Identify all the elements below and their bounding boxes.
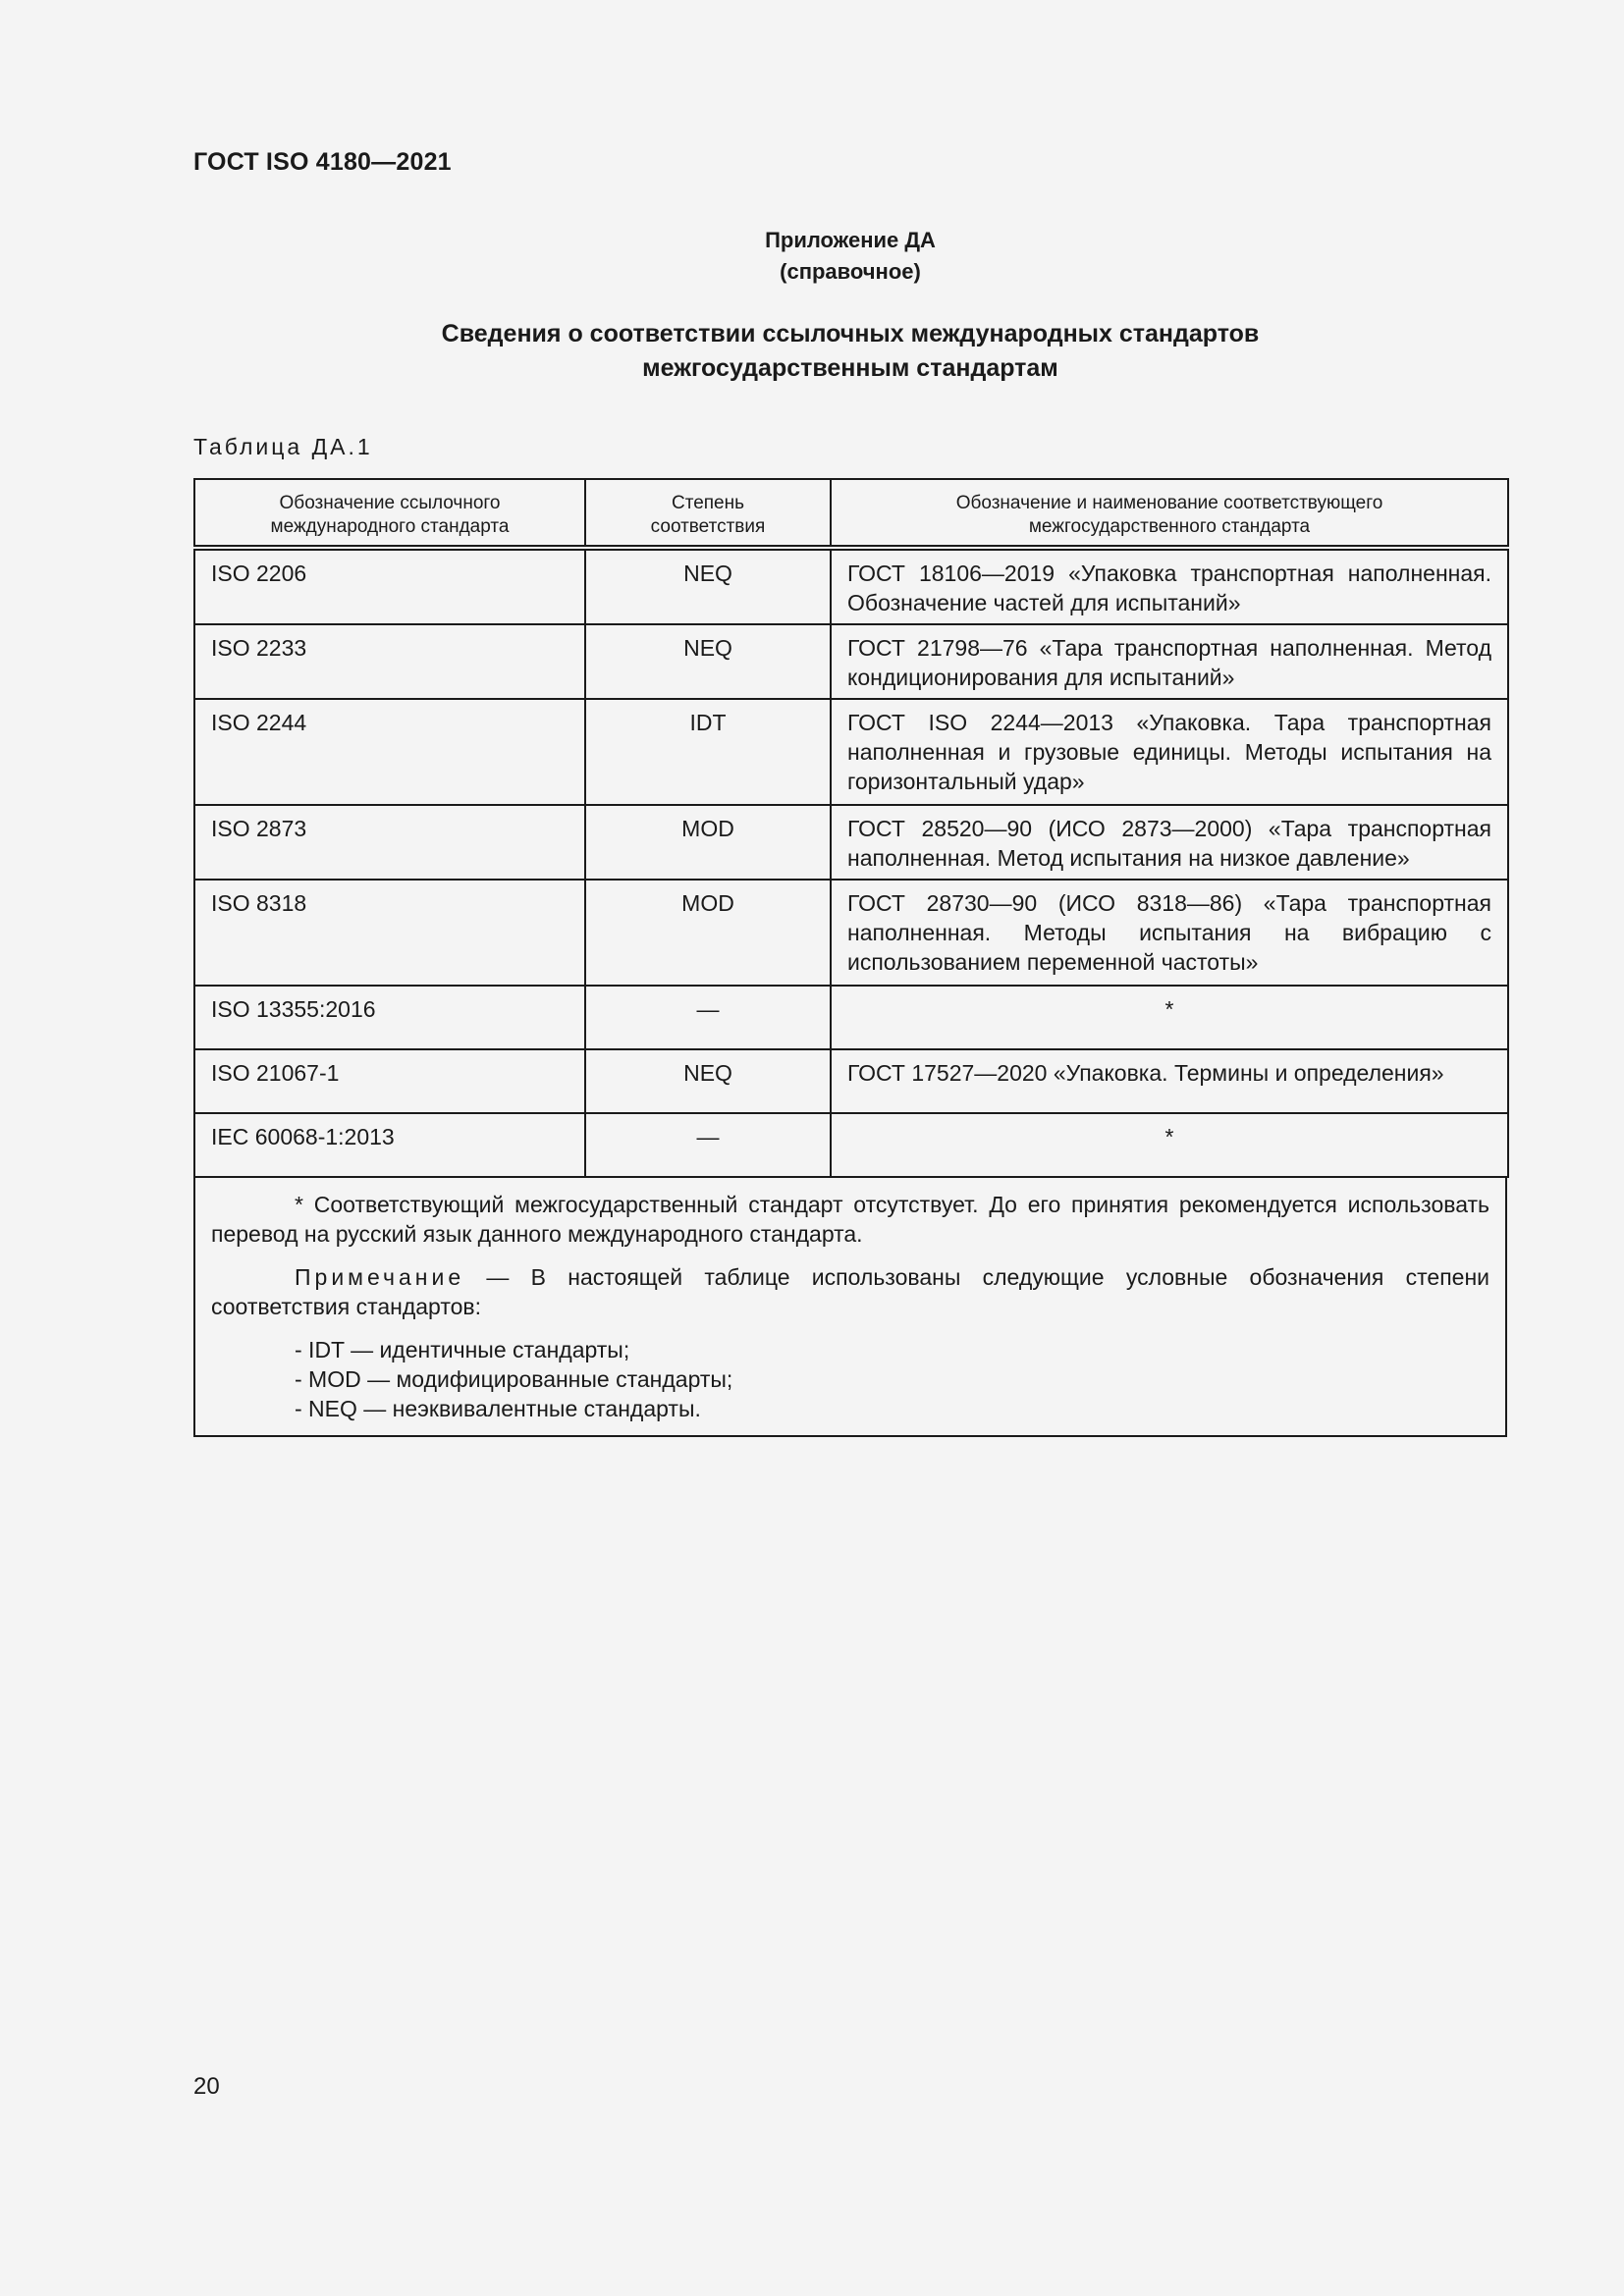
note-text: — В настоящей таблице использованы следующие условные обозначения степени соответствия стандартов: — [211, 1264, 1489, 1319]
header-ref-standard: Обозначение ссылочного международного стандарта — [194, 479, 585, 548]
legend-item-idt: - IDT — идентичные стандарты; — [295, 1337, 630, 1362]
cell-national: ГОСТ 28520—90 (ИСО 2873—2000) «Тара транспортная наполненная. Метод испытания на низкое давление» — [831, 805, 1508, 880]
legend-list — [211, 1335, 1489, 1423]
standards-table — [193, 478, 1509, 1178]
cell-national: * — [831, 1113, 1508, 1177]
appendix-type: (справочное) — [780, 259, 921, 284]
cell-degree: NEQ — [585, 624, 831, 699]
table-row — [194, 805, 1508, 880]
cell-degree: — — [585, 986, 831, 1049]
cell-degree: NEQ — [585, 548, 831, 624]
cell-ref: ISO 21067-1 — [194, 1049, 585, 1113]
appendix-label: Приложение ДА — [765, 228, 936, 252]
cell-national: * — [831, 986, 1508, 1049]
cell-degree: MOD — [585, 805, 831, 880]
cell-ref: IEC 60068-1:2013 — [194, 1113, 585, 1177]
appendix-heading — [193, 225, 1507, 288]
standards-table-container — [193, 478, 1507, 1437]
cell-ref: ISO 2244 — [194, 699, 585, 805]
cell-ref: ISO 2233 — [194, 624, 585, 699]
legend-item-mod: - MOD — модифицированные стандарты; — [295, 1366, 733, 1392]
cell-national: ГОСТ 28730—90 (ИСО 8318—86) «Тара транспортная наполненная. Методы испытания на вибрацию с использованием переменной частоты» — [831, 880, 1508, 986]
table-row — [194, 1113, 1508, 1177]
cell-degree: IDT — [585, 699, 831, 805]
page-title — [193, 317, 1507, 386]
table-note — [211, 1262, 1489, 1321]
cell-ref: ISO 2206 — [194, 548, 585, 624]
cell-national: ГОСТ ISO 2244—2013 «Упаковка. Тара транспортная наполненная и грузовые единицы. Методы испытания на горизонтальный удар» — [831, 699, 1508, 805]
table-notes — [193, 1178, 1507, 1437]
table-row — [194, 624, 1508, 699]
legend-item-neq: - NEQ — неэквивалентные стандарты. — [295, 1396, 701, 1421]
cell-national: ГОСТ 18106—2019 «Упаковка транспортная наполненная. Обозначение частей для испытаний» — [831, 548, 1508, 624]
header-degree: Степень соответствия — [585, 479, 831, 548]
table-row — [194, 986, 1508, 1049]
table-row — [194, 880, 1508, 986]
table-header-row — [194, 479, 1508, 548]
table-caption: Таблица ДА.1 — [193, 434, 373, 459]
title-line-2: межгосударственным стандартам — [642, 354, 1058, 382]
cell-ref: ISO 2873 — [194, 805, 585, 880]
header-national-standard: Обозначение и наименование соответствующего межгосударственного стандарта — [831, 479, 1508, 548]
table-row — [194, 699, 1508, 805]
page-number: 20 — [193, 2073, 220, 2100]
document-id: ГОСТ ISO 4180—2021 — [193, 148, 452, 176]
title-line-1: Сведения о соответствии ссылочных международных стандартов — [441, 320, 1260, 347]
note-label: Примечание — [295, 1264, 465, 1290]
cell-ref: ISO 8318 — [194, 880, 585, 986]
table-row — [194, 1049, 1508, 1113]
cell-degree: — — [585, 1113, 831, 1177]
cell-degree: MOD — [585, 880, 831, 986]
cell-national: ГОСТ 21798—76 «Тара транспортная наполненная. Метод кондиционирования для испытаний» — [831, 624, 1508, 699]
cell-degree: NEQ — [585, 1049, 831, 1113]
table-row — [194, 548, 1508, 624]
cell-national: ГОСТ 17527—2020 «Упаковка. Термины и определения» — [831, 1049, 1508, 1113]
table-footnote: * Соответствующий межгосударственный стандарт отсутствует. До его принятия рекомендуется использовать перевод на русский язык данного международного стандарта. — [211, 1192, 1489, 1247]
cell-ref: ISO 13355:2016 — [194, 986, 585, 1049]
